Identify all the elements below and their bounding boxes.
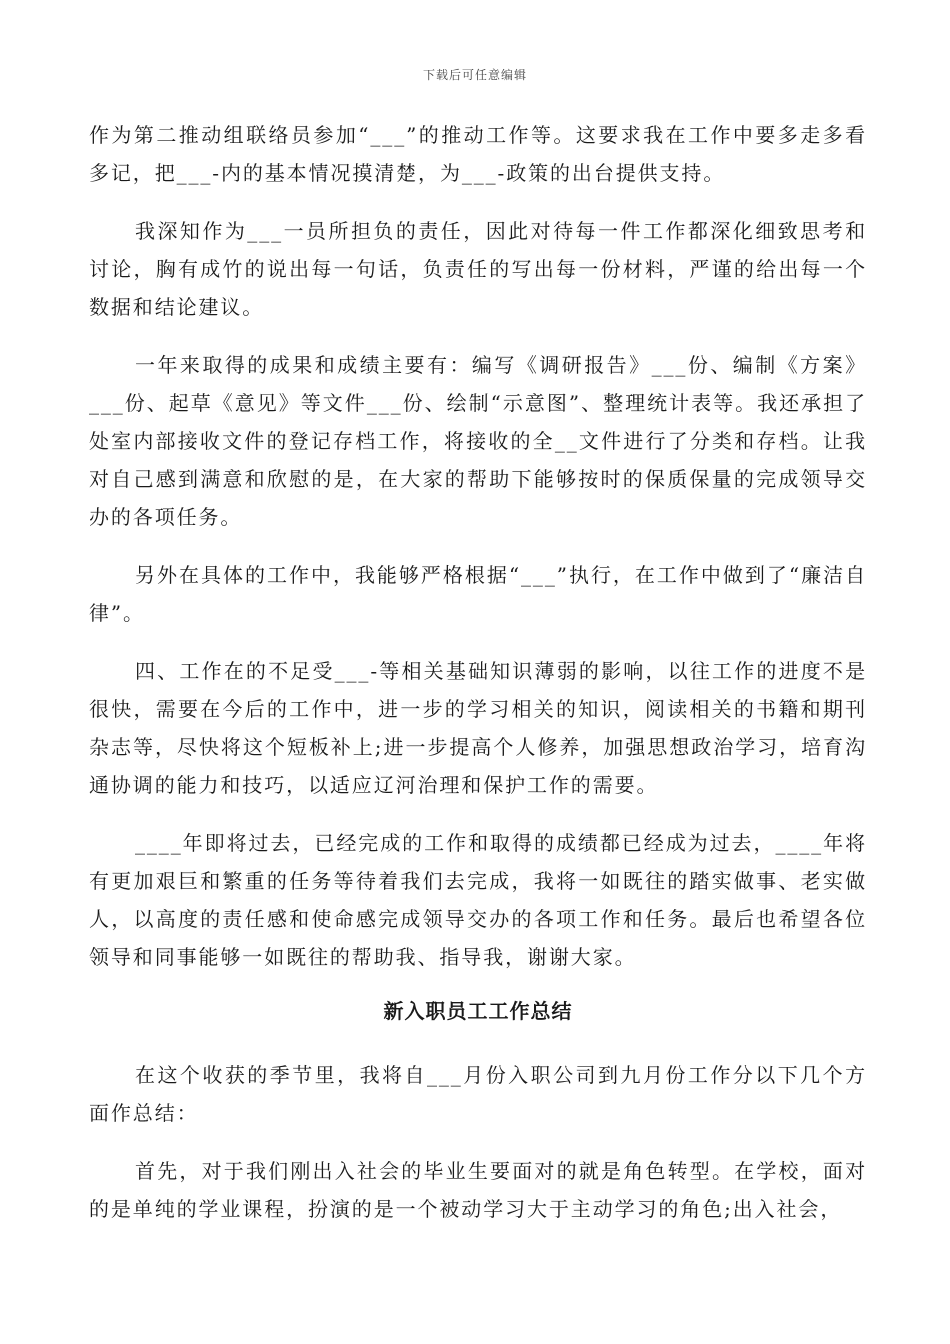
paragraph: 一年来取得的成果和成绩主要有：编写《调研报告》___份、编制《方案》___份、起草《意见》等文件___份、绘制“示意图”、整理统计表等。我还承担了处室内部接收文件的登记存档工作，将接收的全__文件进行了分类和存档。让我对自己感到满意和欣慰的是，在大家的帮助下能够按时的保质保量的完成领导交办的各项任务。 xyxy=(89,353,867,529)
paragraph: 在这个收获的季节里，我将自___月份入职公司到九月份工作分以下几个方面作总结： xyxy=(89,1063,867,1125)
document-body xyxy=(89,116,867,1248)
paragraph: ____年即将过去，已经完成的工作和取得的成绩都已经成为过去，____年将有更加艰巨和繁重的任务等待着我们去完成，我将一如既往的踏实做事、老实做人，以高度的责任感和使命感完成领导交办的各项工作和任务。最后也希望各位领导和同事能够一如既往的帮助我、指导我，谢谢大家。 xyxy=(89,831,867,969)
paragraph: 首先，对于我们刚出入社会的毕业生要面对的就是角色转型。在学校，面对的是单纯的学业课程，扮演的是一个被动学习大于主动学习的角色;出入社会， xyxy=(89,1159,867,1221)
paragraph: 另外在具体的工作中，我能够严格根据“___”执行，在工作中做到了“廉洁自律”。 xyxy=(89,563,867,625)
paragraph: 我深知作为___一员所担负的责任，因此对待每一件工作都深化细致思考和讨论，胸有成竹的说出每一句话，负责任的写出每一份材料，严谨的给出每一个数据和结论建议。 xyxy=(89,219,867,319)
section-title: 新入职员工工作总结 xyxy=(383,999,573,1023)
paragraph: 四、工作在的不足受___-等相关基础知识薄弱的影响，以往工作的进度不是很快，需要在今后的工作中，进一步的学习相关的知识，阅读相关的书籍和期刊杂志等，尽快将这个短板补上;进一步提高个人修养，加强思想政治学习，培育沟通协调的能力和技巧，以适应辽河治理和保护工作的需要。 xyxy=(89,659,867,797)
page-header-note: 下载后可任意编辑 xyxy=(422,68,527,82)
paragraph: 作为第二推动组联络员参加“___”的推动工作等。这要求我在工作中要多走多看多记，把___-内的基本情况摸清楚，为___-政策的出台提供支持。 xyxy=(89,123,867,185)
